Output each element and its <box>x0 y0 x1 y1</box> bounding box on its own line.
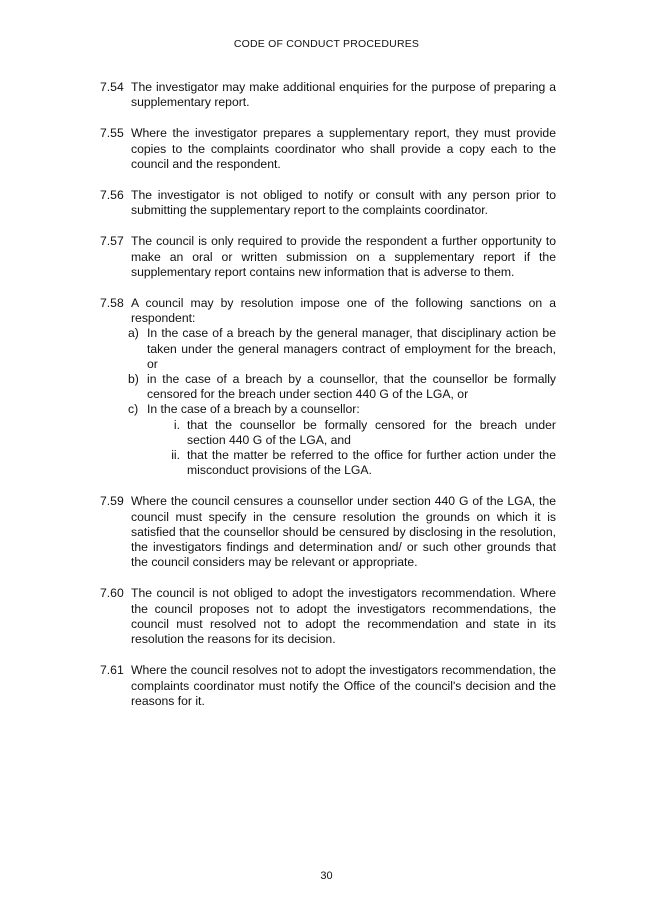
clause-7-58 <box>100 296 556 326</box>
sub-list-item-label: ii. <box>171 448 180 463</box>
clause-number: 7.58 <box>100 296 124 311</box>
list-item-text: In the case of a breach by a counsellor: <box>147 402 360 417</box>
list-item <box>100 326 556 372</box>
clause-number: 7.60 <box>100 586 124 601</box>
clause-text: The investigator is not obliged to notify or consult with any person prior to submitting the supplementary report to the complaints coordinator. <box>131 188 556 218</box>
clause-7-59 <box>100 494 556 570</box>
clause-text: The investigator may make additional enquiries for the purpose of preparing a supplementary report. <box>131 80 556 110</box>
page-number: 30 <box>320 870 333 882</box>
sub-list-item <box>100 448 556 478</box>
clause-number: 7.56 <box>100 188 124 203</box>
clause-text: The council is not obliged to adopt the investigators recommendation. Where the council proposes not to adopt the investigators recommendations, the council must resolved not to adopt the recommendation and state in its resolution the reasons for its decision. <box>131 586 556 647</box>
list-item-text: in the case of a breach by a counsellor, that the counsellor be formally censored for the breach under section 440 G of the LGA, or <box>147 372 556 402</box>
sub-list-item <box>100 418 556 448</box>
clause-number: 7.61 <box>100 663 124 678</box>
clause-7-56 <box>100 188 556 218</box>
clause-7-57 <box>100 234 556 280</box>
clause-text: Where the council censures a counsellor under section 440 G of the LGA, the council must specify in the censure resolution the grounds on which it is satisfied that the counsellor should be censured by disclosing in the resolution, the investigators findings and determination and/ or such other grounds that the council considers may be relevant or appropriate. <box>131 494 556 570</box>
list-item-text: In the case of a breach by the general manager, that disciplinary action be taken under the general managers contract of employment for the breach, or <box>147 326 556 371</box>
sub-list-item-text: that the matter be referred to the office for further action under the misconduct provisions of the LGA. <box>187 448 556 478</box>
clause-text: Where the investigator prepares a supplementary report, they must provide copies to the complaints coordinator who shall provide a copy each to the council and the respondent. <box>131 126 556 171</box>
clause-number: 7.59 <box>100 494 124 509</box>
list-item <box>100 372 556 402</box>
clause-7-60 <box>100 586 556 647</box>
clause-number: 7.57 <box>100 234 124 249</box>
clause-7-55 <box>100 126 556 172</box>
document-body <box>100 80 556 725</box>
sanctions-list <box>100 326 556 478</box>
clause-text: Where the council resolves not to adopt the investigators recommendation, the complaints coordinator must notify the Office of the council's decision and the reasons for it. <box>131 663 556 708</box>
sub-list-item-label: i. <box>173 417 180 432</box>
clause-number: 7.55 <box>100 126 124 141</box>
list-item-label: a) <box>128 326 139 341</box>
clause-text: The council is only required to provide the respondent a further opportunity to make an oral or written submission on a supplementary report if the supplementary report contains new information that is adverse to them. <box>131 234 556 279</box>
sub-list-item-text: that the counsellor be formally censored for the breach under section 440 G of the LGA, and <box>187 417 556 447</box>
list-item-label: b) <box>128 372 139 387</box>
list-item <box>100 402 556 417</box>
list-item-label: c) <box>128 402 139 417</box>
clause-number: 7.54 <box>100 80 124 94</box>
clause-7-54 <box>100 80 556 110</box>
clause-text: A council may by resolution impose one of the following sanctions on a respondent: <box>131 296 556 326</box>
clause-7-61 <box>100 663 556 709</box>
page-header: CODE OF CONDUCT PROCEDURES <box>233 38 420 50</box>
